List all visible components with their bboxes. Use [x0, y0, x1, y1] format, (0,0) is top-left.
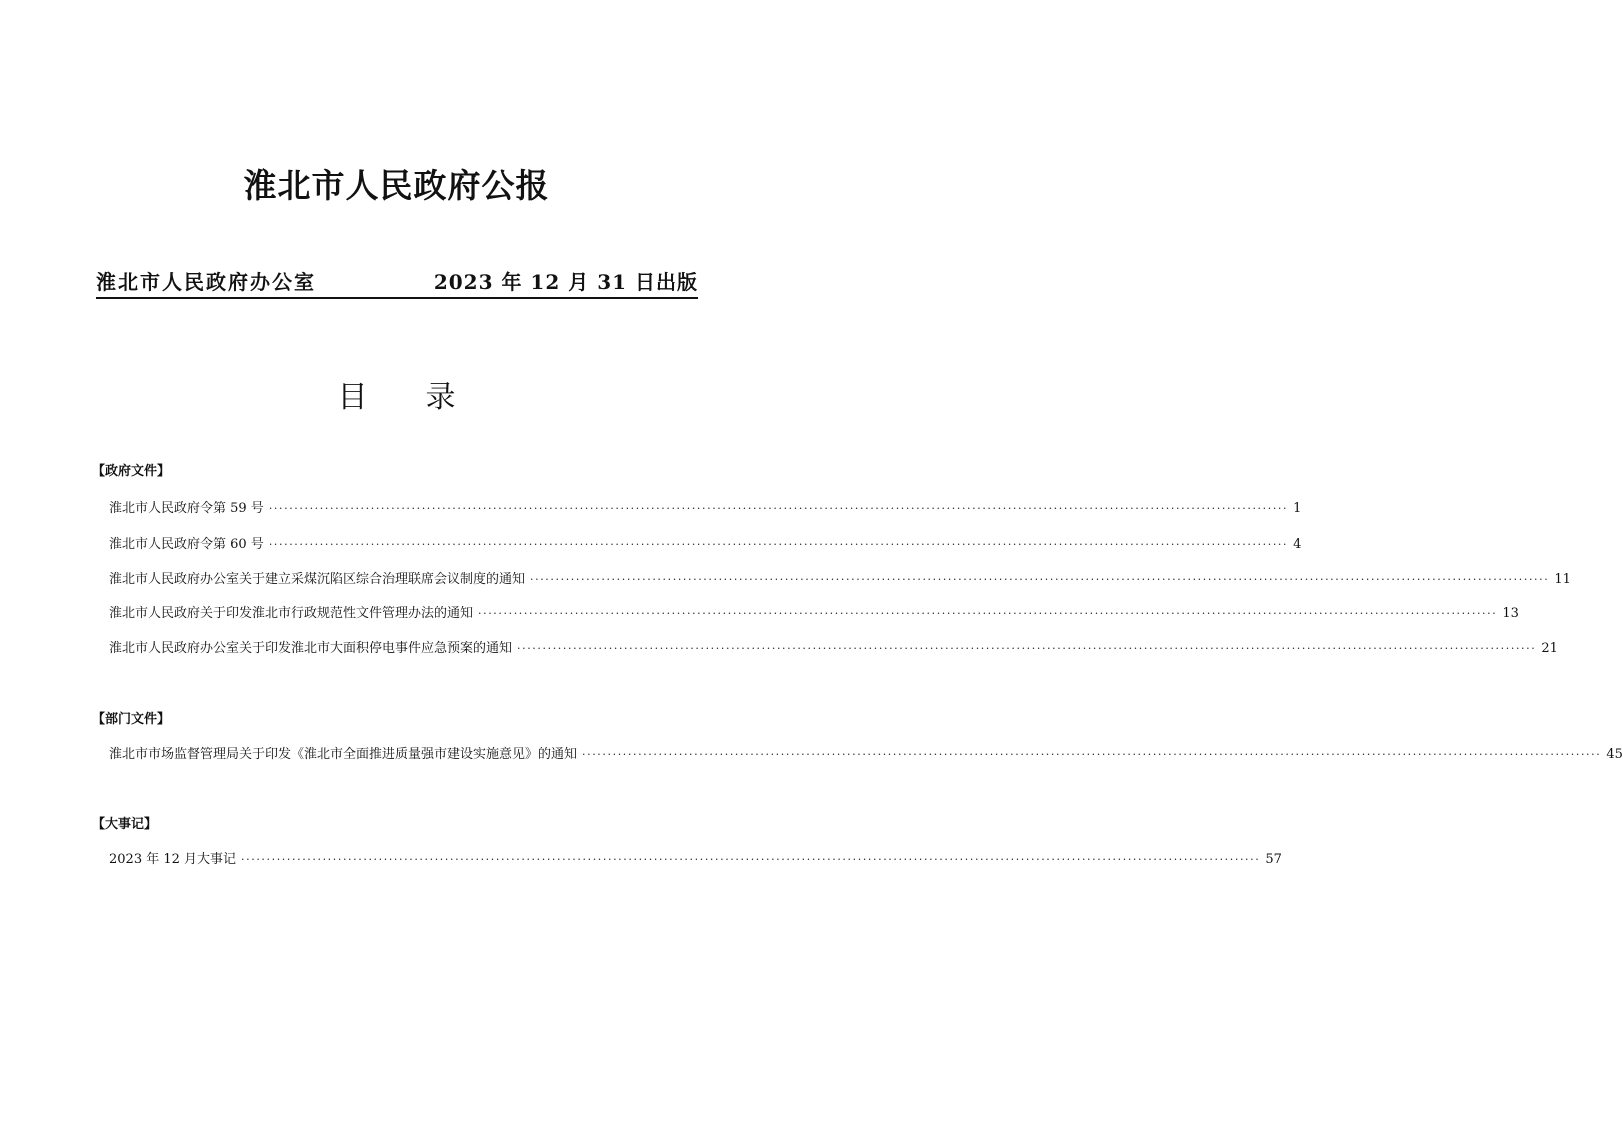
- bulletin-title: 淮北市人民政府公报: [243, 166, 550, 205]
- toc-heading-left: 目: [337, 380, 426, 415]
- leader-dots: ········································································································································································································: [582, 748, 1602, 761]
- section-label-department-documents: 【部门文件】: [92, 712, 171, 727]
- publisher-name: 淮北市人民政府办公室: [96, 270, 316, 294]
- section-label-government-documents: 【政府文件】: [92, 464, 171, 479]
- toc-entry[interactable]: [109, 602, 1519, 622]
- leader-dots: ········································································································································································································: [478, 607, 1498, 620]
- toc-entry-title: 淮北市人民政府令第 59 号: [109, 501, 264, 516]
- leader-dots: ········································································································································································································: [268, 502, 1289, 515]
- toc-entry-page: 4: [1293, 537, 1302, 552]
- toc-entry-page: 57: [1265, 852, 1282, 867]
- toc-entry-title: 淮北市人民政府令第 60 号: [109, 537, 264, 552]
- toc-entry-title: 淮北市人民政府关于印发淮北市行政规范性文件管理办法的通知: [109, 606, 474, 621]
- masthead: [96, 266, 698, 296]
- toc-entry-title: 淮北市人民政府办公室关于建立采煤沉陷区综合治理联席会议制度的通知: [109, 572, 526, 587]
- toc-entry-page: 45: [1606, 747, 1623, 762]
- section-label-chronicle: 【大事记】: [92, 817, 158, 832]
- toc-entry-title: 淮北市市场监督管理局关于印发《淮北市全面推进质量强市建设实施意见》的通知: [109, 747, 578, 762]
- toc-heading: [0, 372, 793, 416]
- toc-entry-page: 21: [1541, 641, 1558, 656]
- toc-entry[interactable]: [109, 533, 1302, 553]
- leader-dots: ········································································································································································································: [268, 538, 1289, 551]
- leader-dots: ········································································································································································································: [241, 853, 1261, 866]
- toc-entry[interactable]: [109, 497, 1302, 517]
- toc-entry[interactable]: [109, 743, 1623, 763]
- publication-date: 2023 年 12 月 31 日出版: [433, 270, 698, 294]
- toc-entry-page: 11: [1554, 572, 1571, 587]
- masthead-divider: [96, 297, 698, 299]
- toc-entry[interactable]: [109, 848, 1282, 868]
- toc-entry[interactable]: [109, 637, 1558, 657]
- leader-dots: ········································································································································································································: [517, 642, 1537, 655]
- leader-dots: ········································································································································································································: [530, 573, 1550, 586]
- toc-entry[interactable]: [109, 568, 1571, 588]
- toc-entry-page: 13: [1502, 606, 1519, 621]
- toc-entry-title: 2023 年 12 月大事记: [109, 852, 237, 867]
- toc-heading-right: 录: [425, 380, 514, 415]
- toc-entry-page: 1: [1293, 501, 1302, 516]
- toc-entry-title: 淮北市人民政府办公室关于印发淮北市大面积停电事件应急预案的通知: [109, 641, 513, 656]
